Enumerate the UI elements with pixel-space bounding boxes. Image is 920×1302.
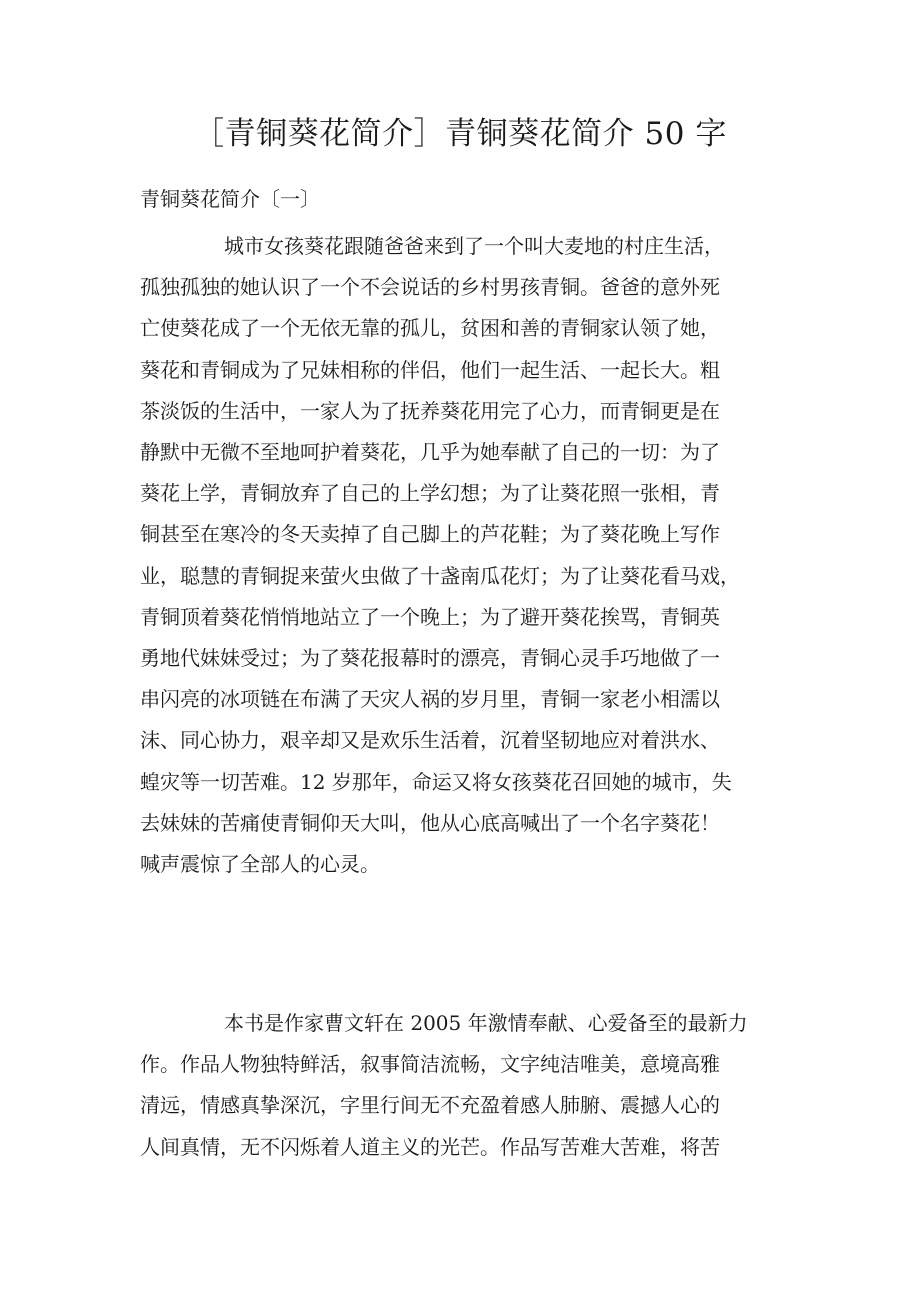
paragraph-line: 蝗灾等一切苦难。12 岁那年，命运又将女孩葵花召回她的城市，失 bbox=[140, 769, 732, 794]
paragraph-line: 亡使葵花成了一个无依无靠的孤儿，贫困和善的青铜家认领了她， bbox=[140, 316, 720, 341]
paragraph-line: 串闪亮的冰项链在布满了天灾人祸的岁月里，青铜一家老小相濡以 bbox=[140, 687, 720, 712]
paragraph-line: 青铜顶着葵花悄悄地站立了一个晚上；为了避开葵花挨骂，青铜英 bbox=[140, 604, 720, 629]
paragraph-line: 城市女孩葵花跟随爸爸来到了一个叫大麦地的村庄生活， bbox=[224, 234, 724, 258]
paragraph-line: 孤独孤独的她认识了一个不会说话的乡村男孩青铜。爸爸的意外死 bbox=[140, 275, 720, 300]
paragraph-line: 葵花上学，青铜放弃了自己的上学幻想；为了让葵花照一张相，青 bbox=[140, 481, 720, 506]
paragraph-line: 清远，情感真挚深沉，字里行间无不充盈着感人肺腑、震撼人心的 bbox=[140, 1093, 720, 1118]
paragraph-line: 人间真情，无不闪烁着人道主义的光芒。作品写苦难大苦难，将苦 bbox=[140, 1134, 720, 1159]
paragraph-line: 喊声震惊了全部人的心灵。 bbox=[140, 852, 380, 877]
paragraph-line: 静默中无微不至地呵护着葵花，几乎为她奉献了自己的一切：为了 bbox=[140, 440, 720, 465]
paragraph-line: 业，聪慧的青铜捉来萤火虫做了十盏南瓜花灯；为了让葵花看马戏， bbox=[140, 563, 740, 588]
paragraph-line: 作。作品人物独特鲜活，叙事简洁流畅，文字纯洁唯美，意境高雅 bbox=[140, 1052, 720, 1077]
paragraph-line: 勇地代妹妹受过；为了葵花报幕时的漂亮，青铜心灵手巧地做了一 bbox=[140, 646, 720, 671]
section-heading: 青铜葵花简介〔一〕 bbox=[140, 187, 320, 211]
paragraph-line: 茶淡饭的生活中，一家人为了抚养葵花用完了心力，而青铜更是在 bbox=[140, 398, 720, 423]
paragraph-line: 沫、同心协力，艰辛却又是欢乐生活着，沉着坚韧地应对着洪水、 bbox=[140, 728, 720, 753]
paragraph-1 bbox=[140, 226, 780, 885]
paragraph-line: 铜甚至在寒冷的冬天卖掉了自己脚上的芦花鞋；为了葵花晚上写作 bbox=[140, 522, 720, 547]
paragraph-2 bbox=[140, 1003, 780, 1168]
paragraph-line: 去妹妹的苦痛使青铜仰天大叫，他从心底高喊出了一个名字葵花！ bbox=[140, 810, 720, 835]
document-title: ［青铜葵花简介］青铜葵花简介 50 字 bbox=[193, 116, 727, 152]
paragraph-line: 葵花和青铜成为了兄妹相称的伴侣，他们一起生活、一起长大。粗 bbox=[140, 357, 720, 382]
paragraph-line: 本书是作家曹文轩在 2005 年激情奉献、心爱备至的最新力 bbox=[224, 1011, 748, 1035]
